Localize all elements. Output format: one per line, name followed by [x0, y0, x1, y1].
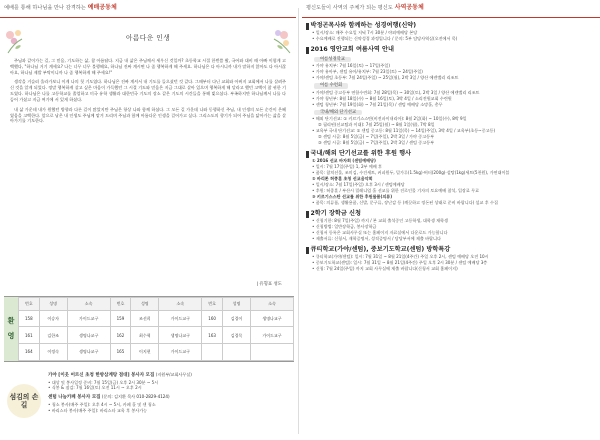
- left-header-title: 예배공동체: [87, 4, 117, 12]
- section-line: • 신청: 7월 24일(주일) 까지 교회 사무실에 제출 바랍니다(신청서 교회 홈페이지): [312, 266, 458, 272]
- column-divider: [298, 8, 299, 434]
- table-cell: 159: [110, 310, 131, 327]
- table-cell: 김한조: [39, 327, 67, 344]
- table-cell: [222, 344, 250, 361]
- right-column: [302, 0, 600, 440]
- section-line: ① 2016 선교 바자회 (센텀예배당): [312, 158, 376, 164]
- table-cell: 최수혁: [131, 327, 159, 344]
- section-marker: [306, 151, 309, 158]
- section-line: • 제출서류: 신청서, 재학증명서, 성적증명서 / 담당부서에 제출 바랍니다: [312, 235, 441, 241]
- table-cell: 가이드교구: [159, 344, 202, 361]
- section-line: • 수요예배로 진행되는 신약성경 과정입니다 / 문의: 5부 담당사역실(오전에서 목): [312, 36, 458, 42]
- welcome-label-bottom: 영: [7, 332, 15, 340]
- section-line: ② 필리핀(선교팀과 이대): 7월 25일(월) ~ 8월 1일(월), 7박 8일: [318, 122, 435, 128]
- essay-paragraph: 생각을 거슬러 올라가보니 이게 나의 첫 기도였다. 하나님은 진짜 계셔서 내 기도를 들으셨던 것 같다. 그때부터 다닌 교회와 아버지 교회에서 나를 살려주신 것을 알게 되었다. 정말 행복하게 살고 싶은 마음이 가득했던 그 시절 기도와 믿음은 지금 그대로 살아 있으며 행복하게 해 달라고 했던 고백이 참 귀한 기도였다. 하나님은 나를 고등학교를 졸업하고 미국 유학 생활과 대한민국 기도의 장소 같은 기도의 시간들을 통해 빚으셨다. 부족하지만 하나님께서 나를 다듬어 가셨고 지금 여기에 서 있게 하셨다.: [10, 79, 286, 102]
- column-header: 소속: [67, 298, 110, 311]
- essay-title: 아름다운 인생: [125, 34, 171, 42]
- volunteer-badge: [4, 368, 44, 434]
- right-header-title: 사역공동체: [394, 4, 424, 12]
- section-qt-school: [306, 246, 596, 272]
- subsection-label: 국내/해외 단기선교: [314, 110, 362, 116]
- table-cell: [250, 344, 293, 361]
- section-line: • 신청방법: 일반장학금, 봉사장학금: [312, 224, 377, 230]
- table-cell: 이승자: [39, 310, 67, 327]
- table-cell: 161: [19, 327, 40, 344]
- section-title-text: 2학기 장학금 신청: [310, 209, 361, 217]
- column-header: 성명: [131, 298, 159, 311]
- section-line: ② 센텀 시골: 8월 5일(금) ~ 7일(주일), 2박 3일 / 가야 중고등부: [318, 134, 435, 140]
- table-cell: 160: [202, 310, 223, 327]
- volunteer-item: • 바리스타 봉사(매주 주일): 바리스타 교육 후 봉사가능: [48, 407, 148, 413]
- section-line: • 가야 청년부: 8월 18일(수) ~ 8월 16일(토), 3박 4일 / 소리전원교회 수련원: [312, 95, 452, 101]
- column-header: 번호: [110, 298, 131, 311]
- volunteer-badge-label: 섬김의 손길: [7, 384, 41, 418]
- section-line: ③ 키르기스스탄 선교를 위한 후원물품(의류): [312, 193, 393, 199]
- table-cell: 조선희: [131, 310, 159, 327]
- section-line: • 품목: 의류품, 생활용품, 신발, 문구류, 장난감 등 (깨끗하고 정돈된 상태로 준비 바랍니다) 설교 후 수집: [312, 199, 498, 205]
- table-cell: 가이드교구: [250, 327, 293, 344]
- section-marker: [306, 23, 309, 30]
- section-line: • 가야/센텀 초등부: 7월 24일(주일) ~ 25일(월), 2박 3일 / 양산 에덴밸리 리조트: [312, 75, 459, 81]
- table-row: [19, 327, 294, 344]
- section-scholarship: [306, 210, 596, 242]
- volunteer-item: • 대상 및 봉사일정 준비: 7월 15일(금) 오후 2시 30분 ~ 5시: [48, 379, 159, 385]
- section-line: • 가야 유아부, 센텀 유아/유치부: 7월 23일(토) ~ 24일(주일): [312, 69, 423, 75]
- table-cell: 가이드교구: [159, 310, 202, 327]
- section-line: • 신청기한: 8월 7일(주일) 까지 / 본 교회 출석중인 고등학생, 대학생 재학생: [312, 218, 448, 224]
- table-cell: 생명나교구: [67, 327, 110, 344]
- volunteer-heading-2-note: (문의: 김지환 목사 010-2829-4124): [101, 394, 170, 400]
- table-row: [19, 344, 294, 361]
- table-row: [19, 310, 294, 327]
- table-cell: 김경묵: [222, 327, 250, 344]
- column-header: 성명: [222, 298, 250, 311]
- volunteer-section: [4, 368, 294, 434]
- left-header-subtitle: 예배를 통해 하나님을 만나 감격하는: [4, 4, 86, 11]
- table-header-row: [19, 298, 294, 311]
- volunteer-heading: [48, 394, 292, 402]
- section-title: [306, 246, 596, 254]
- section-title: [306, 210, 596, 218]
- right-header: [302, 0, 600, 18]
- section-marker: [306, 247, 309, 254]
- column-header: 성명: [39, 298, 67, 311]
- section-line: • 품목: 참치선물, 조미김, 수건세트, 커피원두, 밀가루(1.5kg)·버터(200g)·설탕(1kg)세트(5천원), 가연대이블: [312, 170, 510, 176]
- right-header-subtitle: 평신도들이 사역의 주체가 되는 평신도: [306, 4, 393, 11]
- section-title-text: 박정곤목사와 함께하는 성경여행(신약): [310, 22, 417, 29]
- column-header: 소속: [159, 298, 202, 311]
- section-line: • 센텀 청년부: 7월 19일(화) ~ 7월 21일(목) / 센텀 예배당 소망홀, 총무: [312, 101, 443, 107]
- section-line: • 중보기도학교(센텀): 일시: 7월 31일 ~ 8월 21일(4주간) 주일 오후 2시 30분 / 센텀 예배당 3층: [312, 260, 488, 266]
- volunteer-heading: [48, 372, 292, 380]
- volunteer-item: • 청소 봉사(매주 주일): 오후 4시 ~ 5시, 카페 홀 및 센 청소: [48, 401, 156, 407]
- table-cell: 162: [110, 327, 131, 344]
- section-line: • 가야/센텀 중고등부 연합수련회: 7월 28일(목) ~ 30일(토), 2박 3일 / 양산 에덴밸리 리조트: [312, 89, 480, 95]
- welcome-label: [4, 297, 18, 361]
- left-column: [0, 0, 296, 440]
- column-header: 번호: [19, 298, 40, 311]
- table-cell: 생명나교구: [250, 310, 293, 327]
- table-cell: 이지현: [131, 344, 159, 361]
- table-cell: 김경이: [222, 310, 250, 327]
- essay-body: [10, 58, 286, 124]
- section-line: • 교육부 국내 단기선교: ① 센텀 중고등: 8월 11일(목) ~ 14일(주일), 3박 4일 / 교육부(초등~중고등): [312, 128, 496, 134]
- section-line: • 신청서 등록은 교회사무실 또는 홈페이지 자료실에서 다운로드 가능합니다: [312, 230, 448, 236]
- newcomer-table: [18, 297, 294, 361]
- section-bible-journey: [306, 22, 596, 42]
- table-cell: 164: [19, 344, 40, 361]
- section-line: ③ 센텀 시골: 8월 5일(금) ~ 7일(주일), 2박 3일 / 센텀 중고등부: [318, 140, 435, 146]
- table-cell: [202, 344, 223, 361]
- essay-author: | 유형표 성도: [256, 282, 282, 287]
- volunteer-heading-1-note: (지원부/교회사무실): [155, 372, 192, 377]
- flower-illustration-right: [260, 27, 292, 57]
- essay-paragraph: 내 삶 가운데 내가 원했던 방향과 다른 길이 많았지만 주님은 항상 나와 함께 하셨다. 그 모든 길 가운데 나와 동행하신 주님, 내 인생의 모든 순간이 은혜였음을 고백한다. 앞으로 남은 내 인생도 주님께 맡겨 드리며 주님과 함께 아름다운 인생을 걸어가고 싶다. 그리스도의 향기가 되어 주님을 닮아가는 삶을 살아가기를 기도한다.: [10, 106, 286, 124]
- volunteer-heading-2: 센텀 나눔카페 봉사자 모집: [48, 395, 101, 401]
- table-cell: 165: [110, 344, 131, 361]
- section-title-text: 큐티학교(가야/센텀), 중보기도학교(센텀) 방학특강: [310, 245, 451, 253]
- left-header: [0, 0, 296, 18]
- section-line: • 일시/장소: 매주 수요일 저녁 7시 30분 / 야외예배당 본당: [312, 30, 418, 36]
- column-header: 번호: [202, 298, 223, 311]
- table-cell: 163: [202, 327, 223, 344]
- section-title-text: 2016 영안교회 여름사역 안내: [310, 46, 394, 54]
- section-line: • 가야 유치부: 7월 16일(토) ~ 17일(주일): [312, 63, 390, 69]
- section-line: • 해외 단기선교: ① 키르기스스탄(비전파이내리아): 8월 2일(화) ~ 10일(수), 8박 9일: [312, 116, 467, 122]
- table-cell: 생명나교구: [159, 327, 202, 344]
- section-title: [306, 46, 596, 54]
- section-line: • 큐티학교(가야/센텀): 일시: 7월 31일 ~ 8월 21일(4주간) 주일 오후 2시, 센텀 예배당 오전 10시: [312, 254, 489, 260]
- welcome-label-top: 환: [7, 316, 15, 325]
- volunteer-heading-1: 가야 [이웃 어르신 초청 한방삼계탕 점대] 봉사자 모집: [48, 373, 155, 378]
- table-cell: 이정숙: [39, 344, 67, 361]
- table-cell: 158: [19, 310, 40, 327]
- section-line: • 일시: 7월 17일(주일) 1, 2부 예배 후: [312, 164, 382, 170]
- section-line: • 후원: 허종훈 / 부산시 밀레니엄 홀 선교를 위한 진로인물 기자의 토요예배 참석, 입장료 무료: [312, 188, 480, 194]
- essay-paragraph: 주님과 같이가는 길, 그 믿음, 기도하는 삶, 참 아름답다. 지금 내 삶은 주님께서 세우신 것일까? 초등학교 시절 한번쯤 봤, 국어와 대비 때 아빠 이렇게 고백했다, "하나님 거기 계세요? 나는 너무 너무 불행해요, 하나님 진짜 계시면 나 좀 행복하게 해 주세요. 하나님은 다 아시니까 내가 말하지 않아도 다 아시잖아요, 하나님 제발 부탁이니까 나 좀 행복하게 해 주세요!": [10, 58, 286, 75]
- volunteer-item: • 식봉 & 점검: 7월 16일(토) 오전 11시 ~ 오후 2시: [48, 385, 142, 391]
- column-header: 소속: [250, 298, 293, 311]
- section-line: • 일시/장소: 7월 17일(주일) 오후 3시 / 센텀예배당: [312, 182, 405, 188]
- section-mission-support: [306, 150, 596, 206]
- section-title-text: 국내/해외 단기선교를 위한 후원 행사: [310, 150, 412, 158]
- essay-banner: [4, 26, 292, 58]
- section-marker: [306, 211, 309, 218]
- section-marker: [306, 47, 309, 54]
- section-summer-ministry: [306, 46, 596, 146]
- section-line: ② 바리톤 허종훈 초청 선교음악회: [312, 176, 373, 182]
- table-cell: 가이드교구: [67, 310, 110, 327]
- volunteer-content: [44, 368, 294, 434]
- welcome-newcomers: [4, 296, 294, 362]
- table-cell: 생명나교구: [67, 344, 110, 361]
- subsection-label: 여름 수련회: [314, 83, 348, 89]
- subsection-label: 여름성경학교: [314, 57, 351, 63]
